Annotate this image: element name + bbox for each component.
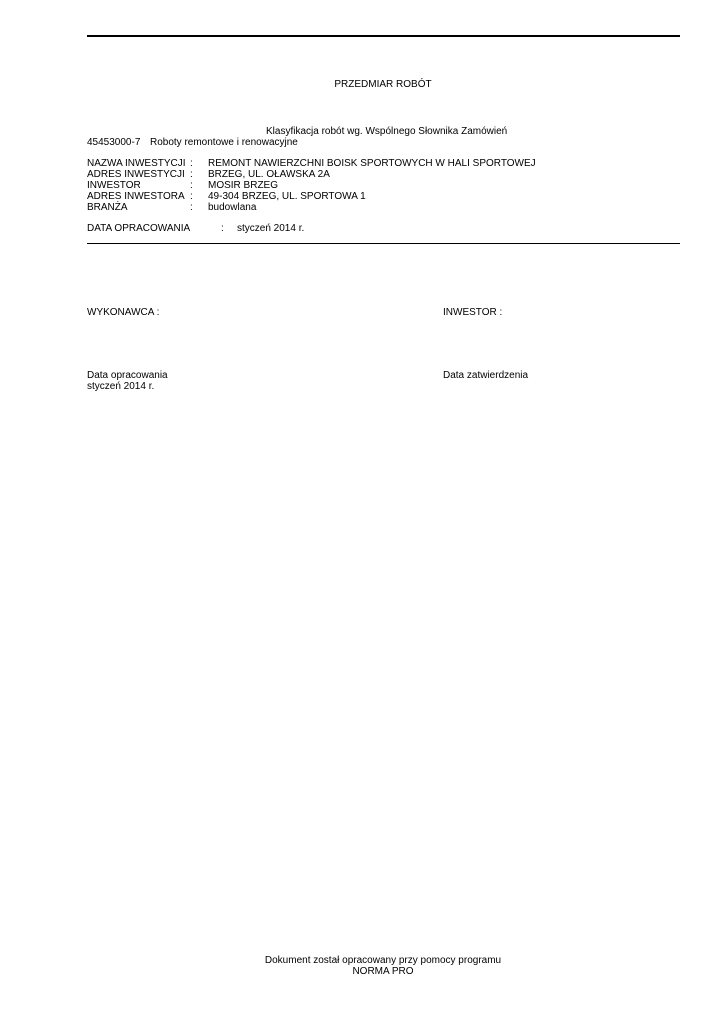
classification-title: Klasyfikacja robót wg. Wspólnego Słownika Zamówień (266, 126, 508, 137)
investor-label: INWESTOR (87, 180, 141, 191)
preparation-date-value: styczeń 2014 r. (237, 223, 305, 234)
investor-signature-label: INWESTOR : (443, 307, 503, 318)
top-rule (87, 35, 680, 37)
investment-name-label: NAZWA INWESTYCJI (87, 158, 186, 169)
classification-code: 45453000-7 (87, 137, 141, 148)
prepared-date-label: Data opracowania (87, 370, 168, 381)
investment-address-label: ADRES INWESTYCJI (87, 169, 185, 180)
trade-label: BRANŻA (87, 202, 128, 213)
investment-address-value: BRZEG, UL. OŁAWSKA 2A (208, 169, 330, 180)
investor-colon: : (190, 180, 193, 191)
investor-address-colon: : (190, 191, 193, 202)
investor-address-label: ADRES INWESTORA (87, 191, 185, 202)
preparation-date-label: DATA OPRACOWANIA (87, 223, 191, 234)
investment-address-colon: : (190, 169, 193, 180)
contractor-label: WYKONAWCA : (87, 307, 160, 318)
preparation-date-colon: : (221, 223, 224, 234)
investor-address-value: 49-304 BRZEG, UL. SPORTOWA 1 (208, 191, 366, 202)
prepared-date-value: styczeń 2014 r. (87, 381, 155, 392)
investment-name-colon: : (190, 158, 193, 169)
trade-colon: : (190, 202, 193, 213)
investment-name-value: REMONT NAWIERZCHNI BOISK SPORTOWYCH W HALI SPORTOWEJ (208, 158, 536, 169)
classification-name: Roboty remontowe i renowacyjne (150, 137, 298, 148)
document-title: PRZEDMIAR ROBÓT (334, 79, 432, 90)
footer-line-1: Dokument został opracowany przy pomocy programu (264, 955, 502, 966)
section-rule (87, 243, 680, 244)
approval-date-label: Data zatwierdzenia (443, 370, 529, 381)
trade-value: budowlana (208, 202, 257, 213)
footer-line-2: NORMA PRO (352, 966, 414, 977)
investor-value: MOSIR BRZEG (208, 180, 279, 191)
